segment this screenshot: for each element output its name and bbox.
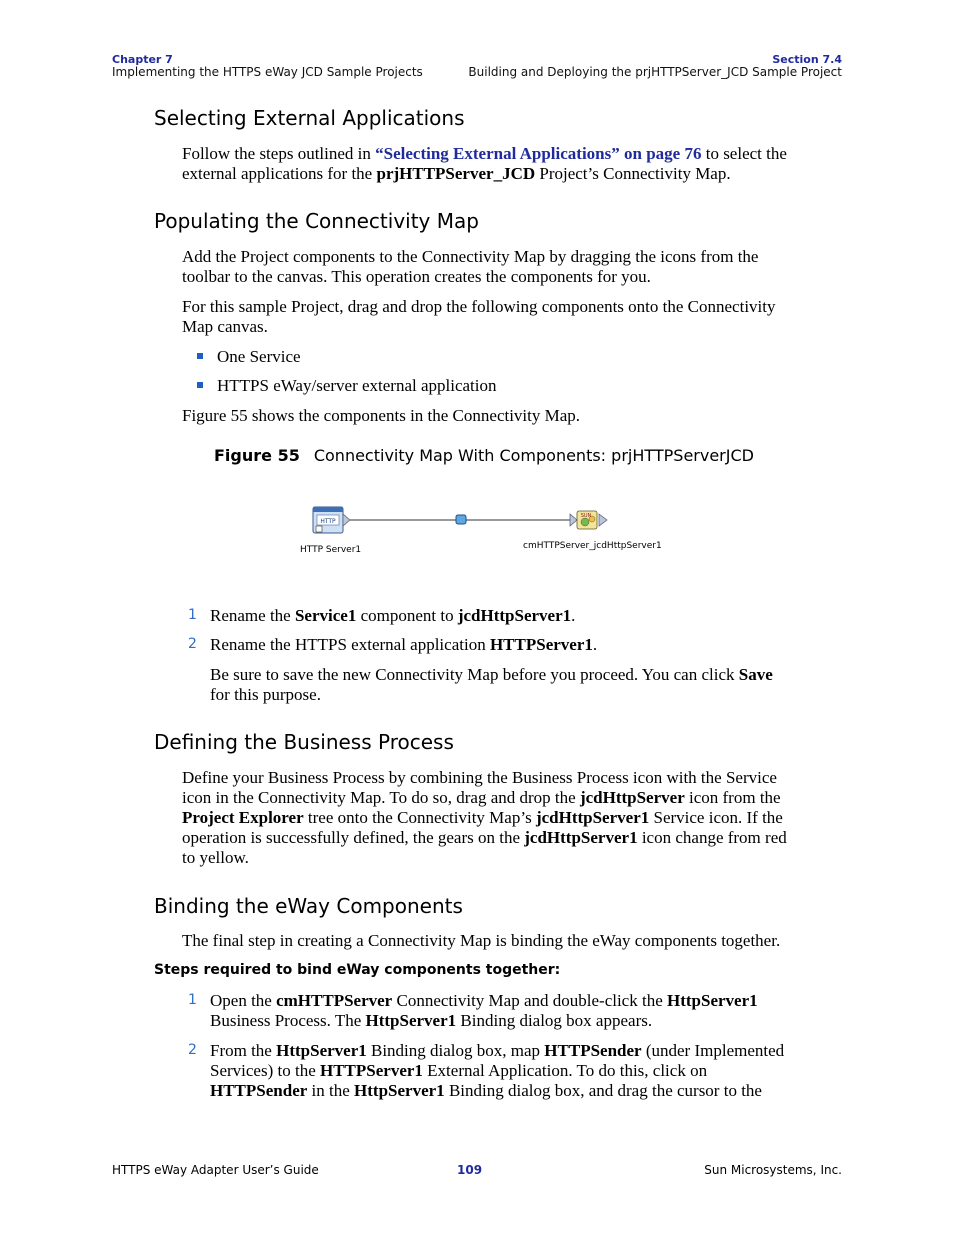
section-heading-populating-connectivity-map: Populating the Connectivity Map <box>154 209 479 233</box>
section-heading-binding-eway-components: Binding the eWay Components <box>154 894 463 918</box>
footer-guide-title: HTTPS eWay Adapter User’s Guide <box>112 1163 319 1177</box>
step-number: 1 <box>188 992 197 1008</box>
connection-node-icon <box>456 515 466 524</box>
steps-heading: Steps required to bind eWay components together: <box>154 962 561 978</box>
step-number: 2 <box>188 1042 197 1058</box>
header-chapter-title: Implementing the HTTPS eWay JCD Sample Projects <box>112 65 423 79</box>
step-text: Rename the Service1 component to jcdHttpServer1. <box>210 606 576 625</box>
paragraph: The final step in creating a Connectivity Map is binding the eWay components together. <box>182 931 781 950</box>
step-number: 2 <box>188 636 197 652</box>
bullet-marker <box>197 382 203 388</box>
step-text: Open the cmHTTPServer Connectivity Map and double-click the HttpServer1 Business Process. The HttpServer1 Binding dialog box appears. <box>210 991 758 1030</box>
header-section-title: Building and Deploying the prjHTTPServer_JCD Sample Project <box>468 65 842 79</box>
paragraph: For this sample Project, drag and drop the following components onto the Connectivity Map canvas. <box>182 297 776 336</box>
service-label: cmHTTPServer_jcdHttpServer1 <box>523 541 662 551</box>
step-text: From the HttpServer1 Binding dialog box, map HTTPSender (under Implemented Services) to the HTTPServer1 External Application. To do this, click on HTTPSender in the HttpServer1 Binding dialog box, and drag the cursor to the <box>210 1041 785 1100</box>
cross-reference-link[interactable]: “Selecting External Applications” on page 76 <box>375 144 702 163</box>
service-icon <box>570 511 607 529</box>
header-chapter: Chapter 7 <box>112 53 173 66</box>
step-number: 1 <box>188 607 197 623</box>
footer-company: Sun Microsystems, Inc. <box>704 1163 842 1177</box>
page-number: 109 <box>457 1163 483 1177</box>
step-note: Be sure to save the new Connectivity Map before you proceed. You can click Save for this purpose. <box>210 665 773 704</box>
step-text: Rename the HTTPS external application HTTPServer1. <box>210 635 598 654</box>
bullet-marker <box>197 353 203 359</box>
paragraph: Follow the steps outlined in “Selecting External Applications” on page 76 to select the external applications for the prjHTTPServer_JCD Project’s Connectivity Map. <box>182 144 787 183</box>
paragraph: Define your Business Process by combining the Business Process icon with the Service icon in the Connectivity Map. To do so, drag and drop the jcdHttpServer icon from the Project Explorer tree onto the Connectivity Map’s jcdHttpServer1 Service icon. If the operation is successfully defined, the gears on the jcdHttpServer1 icon change from red to yellow. <box>182 768 787 867</box>
figure-number: Figure 55 <box>214 446 300 465</box>
paragraph: Figure 55 shows the components in the Connectivity Map. <box>182 406 581 425</box>
paragraph: Add the Project components to the Connectivity Map by dragging the icons from the toolbar to the canvas. This operation creates the components for you. <box>182 247 759 286</box>
figure-title: Connectivity Map With Components: prjHTTPServerJCD <box>313 446 754 465</box>
list-item: HTTPS eWay/server external application <box>217 376 497 395</box>
section-heading-selecting-external-apps: Selecting External Applications <box>154 106 465 130</box>
sun-logo-label: SUN <box>580 513 592 519</box>
http-server-label: HTTP Server1 <box>300 545 362 555</box>
figure-caption <box>214 446 754 465</box>
http-icon-label: HTTP <box>320 518 336 525</box>
section-heading-defining-business-process: Defining the Business Process <box>154 730 454 754</box>
list-item: One Service <box>217 347 301 366</box>
header-section: Section 7.4 <box>772 53 842 66</box>
http-server-icon <box>313 507 350 533</box>
